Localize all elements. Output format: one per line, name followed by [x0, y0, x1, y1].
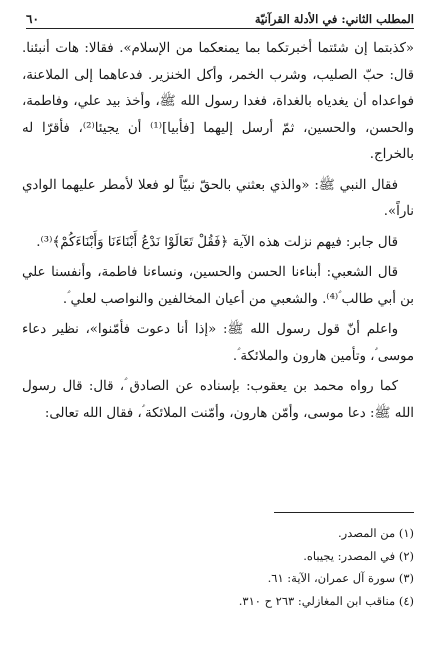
- paragraph-6: كما رواه محمد بن يعقوب: بإسناده عن الصادق ؑ، قال: قال رسول الله ﷺ: دعا موسى، وأمّن هارون، وأمّنت الملائكة ؑ، فقال الله تعالى:: [22, 379, 414, 421]
- footnote-4: (٤) مناقب ابن المغازلي: ٢٦٣ ح ٣١٠.: [238, 593, 414, 608]
- page-number: ٦٠: [26, 12, 39, 26]
- footnote-2: (٢) في المصدر: يجيباه.: [303, 548, 414, 563]
- paragraph-4: قال الشعبي: أبناءنا الحسن والحسين، ونساءنا فاطمة، وأنفسنا علي بن أبي طالب ؑ⁽⁴⁾. والشعبي من أعيان المخالفين والنواصب لعلي ؑ.: [22, 265, 414, 307]
- footnote-separator: [274, 512, 414, 513]
- paragraph-2: فقال النبي ﷺ: «والذي بعثني بالحقّ نبيّاً لو فعلا لأمطر عليهما الوادي ناراً».: [22, 177, 414, 219]
- footnote-1: (١) من المصدر.: [338, 526, 414, 540]
- paragraph-5: واعلم أنّ قول رسول الله ﷺ: «إذا أنا دعوت فأمّنوا»، نظير دعاء موسى ؑ، وتأمين هارون والملائكة ؑ.: [22, 322, 414, 364]
- footnote-3: (٣) سورة آل عمران، الآية: ٦١.: [267, 571, 414, 585]
- chapter-title: المطلب الثاني: في الأدلة القرآنيّة: [254, 12, 414, 26]
- paragraph-3: قال جابر: فيهم نزلت هذه الآية ﴿فَقُلْ تَعَالَوْا نَدْعُ أَبْنَاءَنَا وَأَبْنَاءَكُمْ﴾⁽³⁾.: [36, 234, 398, 250]
- footnotes: [26, 522, 414, 612]
- page-header: [26, 4, 414, 29]
- body-text: [22, 36, 414, 431]
- paragraph-1: «كذبتما إن شئتما أخبرتكما بما يمنعكما من الإسلام». فقالا: هات أنبئنا. قال: حبّ الصليب، وشرب الخمر، وأكل الخنزير. فدعاهما إلى الملاعنة، فواعداه أن يغدياه بالغداة، فغدا رسول الله ﷺ، وأخذ بيد علي، وفاطمة، والحسن، والحسين، ثمّ أرسل إليهما [فأبيا]⁽¹⁾ أن يجيئا⁽²⁾، فأقرّا له بالخراج.: [22, 41, 414, 162]
